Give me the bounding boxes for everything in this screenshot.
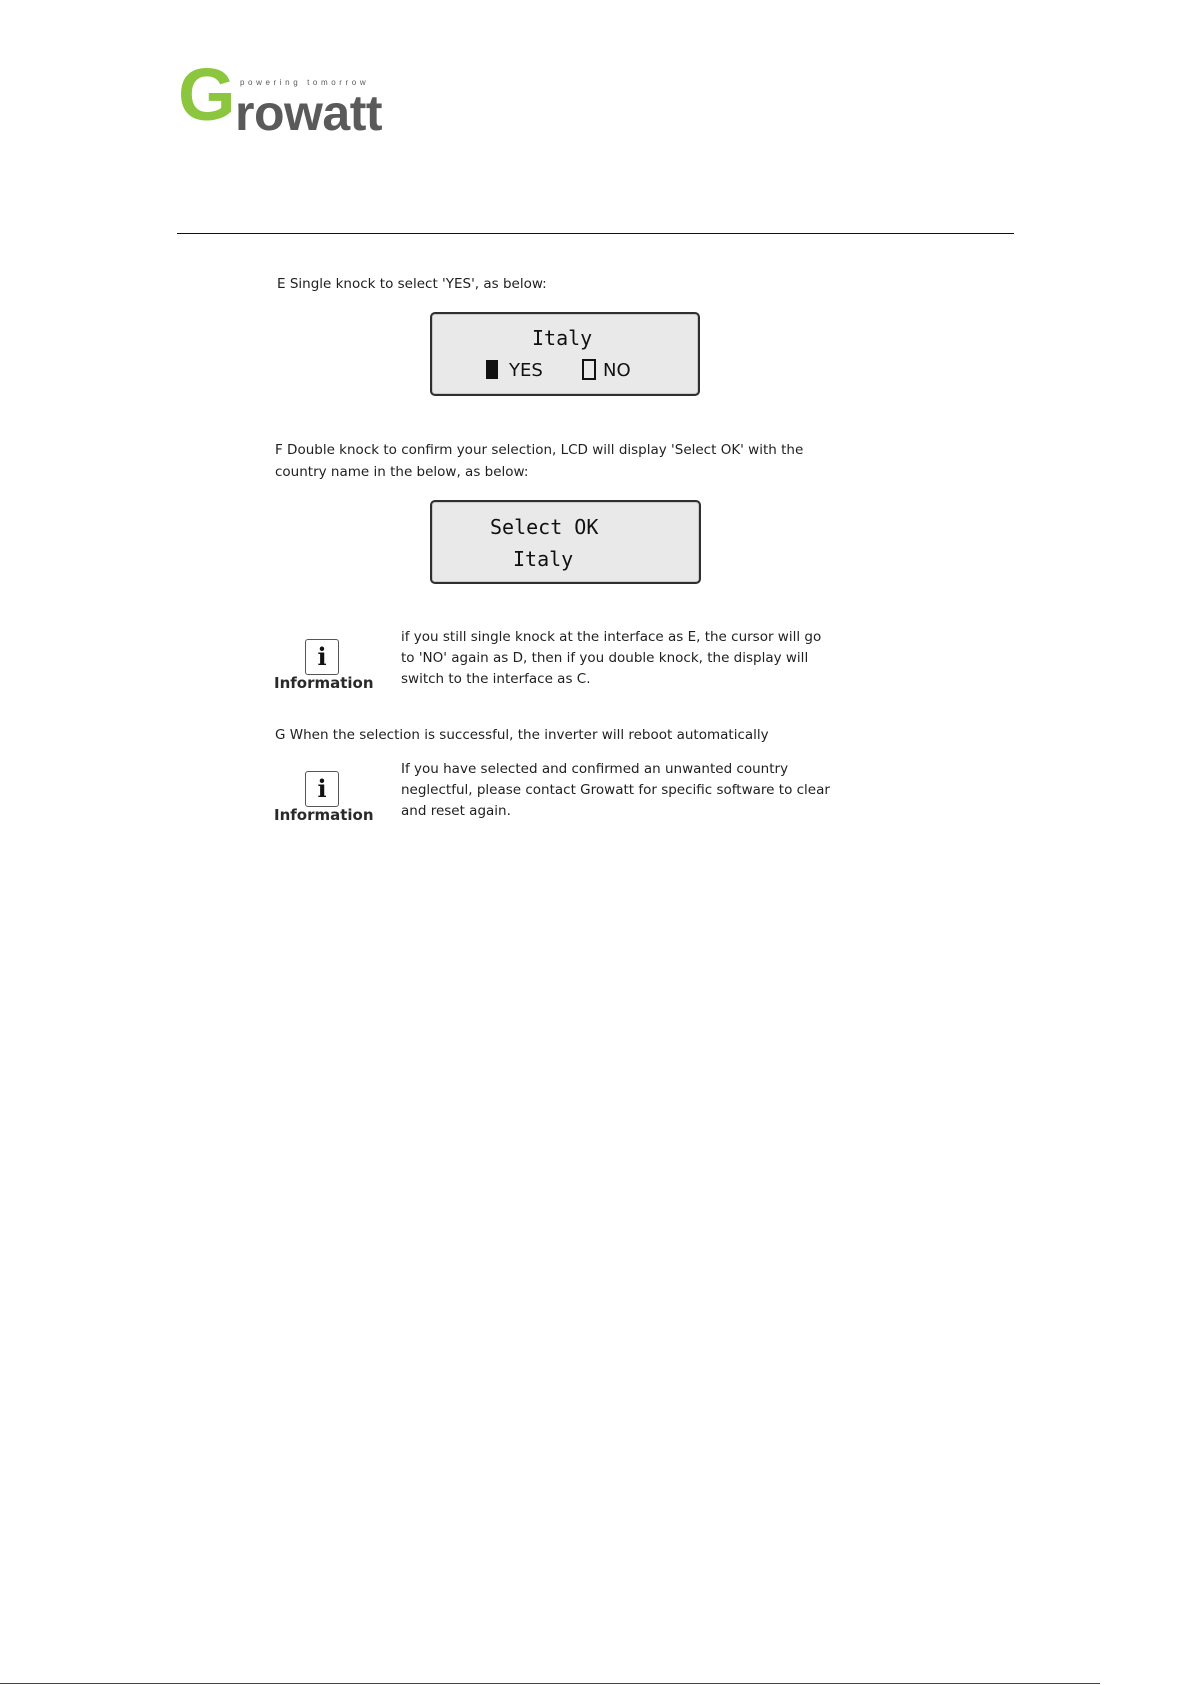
lcd-option-no: NO	[603, 360, 631, 381]
lcd-select-ok: Select OK	[490, 515, 599, 539]
step-f-text-line2: country name in the below, as below:	[275, 464, 529, 480]
logo-initial: G	[178, 53, 236, 136]
info-label: Information	[274, 674, 374, 692]
info-icon: i	[305, 639, 339, 675]
step-g-text: G When the selection is successful, the inverter will reboot automatically	[275, 727, 769, 743]
lcd-display-select-ok	[430, 500, 701, 584]
info2-line: neglectful, please contact Growatt for specific software to clear	[401, 782, 830, 798]
selected-cursor-icon	[486, 360, 498, 379]
info2-line: and reset again.	[401, 803, 511, 819]
lcd-country-name-confirmed: Italy	[513, 547, 574, 571]
step-e-text: E Single knock to select 'YES', as below:	[277, 276, 547, 292]
logo-wordmark: rowatt	[235, 85, 382, 141]
unselected-cursor-icon	[582, 359, 596, 380]
lcd-option-yes: YES	[509, 360, 543, 381]
info1-line: if you still single knock at the interface as E, the cursor will go	[401, 629, 822, 645]
info-icon: i	[305, 771, 339, 807]
header-divider	[177, 233, 1014, 234]
lcd-country-name: Italy	[532, 326, 593, 350]
page-bottom-border	[0, 1683, 1100, 1684]
info2-line: If you have selected and confirmed an unwanted country	[401, 761, 789, 777]
info1-line: to 'NO' again as D, then if you double knock, the display will	[401, 650, 809, 666]
info-label: Information	[274, 806, 374, 824]
info1-line: switch to the interface as C.	[401, 671, 591, 687]
lcd-display-country-select	[430, 312, 700, 396]
step-f-text-line1: F Double knock to confirm your selection, LCD will display 'Select OK' with the	[275, 442, 804, 458]
growatt-logo	[178, 53, 408, 141]
logo-tagline: powering tomorrow	[240, 78, 370, 87]
